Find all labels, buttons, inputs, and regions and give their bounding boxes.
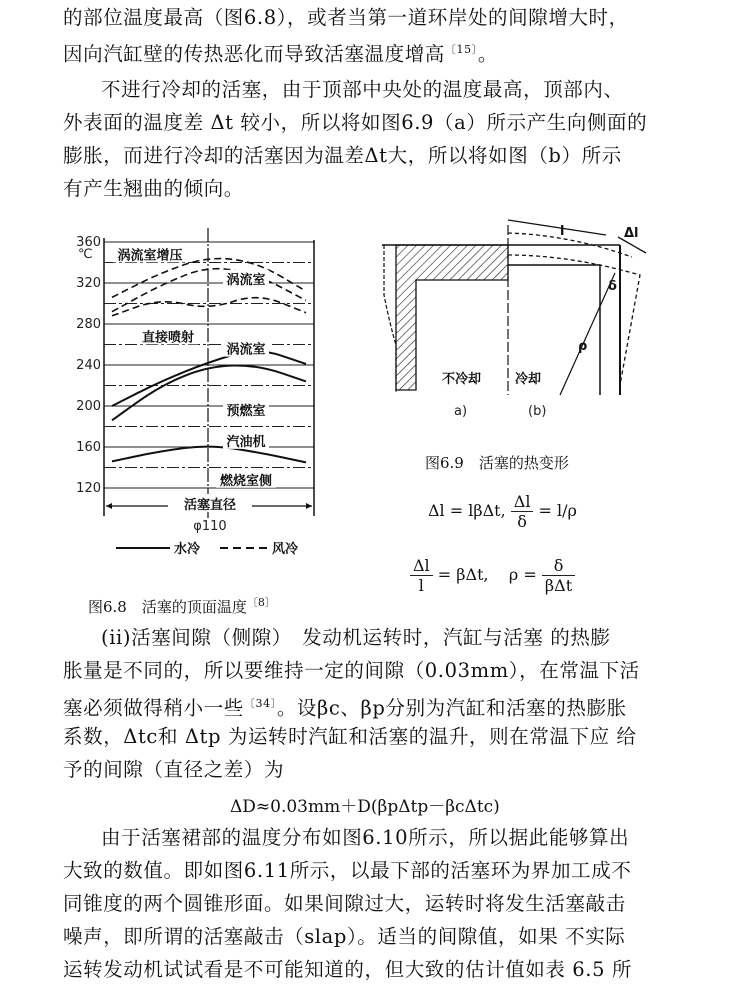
text-span: 。设βc、βp分别为汽缸和活塞的热膨胀 — [276, 696, 627, 720]
piston-section-hatched — [396, 245, 508, 390]
text-line — [63, 38, 498, 67]
symbol-dl: Δl — [624, 226, 639, 241]
arrow-head-right — [306, 503, 312, 509]
symbol-delta: δ — [608, 279, 617, 294]
y-unit: ℃ — [78, 247, 93, 262]
series-line — [112, 298, 306, 316]
eq1-left: Δl = lβΔt, — [428, 501, 506, 520]
legend-solid-label: 水冷 — [174, 542, 201, 557]
figure-6-8-chart — [60, 228, 350, 558]
series-line — [112, 259, 306, 298]
y-tick-label: 280 — [76, 317, 101, 332]
text-line: (ii)活塞间隙（侧隙） 发动机运转时，汽缸与活塞 的热膨 — [101, 626, 611, 649]
y-tick-label: 240 — [76, 358, 101, 373]
y-ticks — [76, 235, 101, 496]
text-span: 塞必须做得稍小一些 — [63, 696, 244, 720]
series-line — [112, 351, 306, 406]
x-axis-label: 活塞直径 — [183, 498, 237, 513]
l-dimension-line — [508, 220, 606, 235]
curve-label: 预燃室 — [226, 404, 266, 420]
rho-radius-line — [560, 273, 615, 395]
eq2-num2: δ — [542, 556, 575, 576]
text-line: 运转发动机试试看是不可能知道的，但大致的估计值如表 6.5 所 — [63, 958, 633, 981]
figure-6-9-caption: 图6.9 活塞的热变形 — [425, 454, 569, 472]
chart-grid — [104, 242, 314, 488]
y-tick-label: 200 — [76, 399, 101, 414]
symbol-l: l — [560, 224, 565, 239]
citation-ref: 〔34〕 — [243, 697, 277, 710]
y-tick-label: 320 — [76, 276, 101, 291]
caption-text: 图6.8 活塞的顶面温度 — [88, 598, 247, 616]
text-line: 系数，Δtc和 Δtp 为运转时汽缸和活塞的温升，则在常温下应 给 — [63, 725, 637, 748]
curve-label: 直接喷射 — [141, 330, 195, 346]
curve-label: 涡流室 — [226, 272, 266, 288]
chart-series — [112, 259, 306, 463]
eq2-num: Δl — [410, 556, 433, 576]
citation-ref: 〔8〕 — [246, 596, 276, 609]
text-line: 噪声，即所谓的活塞敲击（slap）。适当的间隙值，如果 不实际 — [63, 925, 626, 948]
citation-ref: 〔15〕 — [444, 43, 478, 56]
series-line — [112, 269, 306, 312]
text-span: 。 — [477, 42, 498, 66]
eq2-mid: = βΔt, — [437, 565, 489, 584]
eq1-num: Δl — [511, 492, 534, 512]
figure-6-8-caption — [88, 594, 276, 617]
y-tick-label: 120 — [76, 481, 101, 496]
label-cooled: 冷却 — [515, 372, 542, 387]
series-line — [112, 447, 306, 463]
curve-label: 涡流室 — [226, 342, 266, 358]
figure-6-9-diagram — [370, 215, 670, 430]
text-line: 大致的数值。即如图6.11所示，以最下部的活塞环为界加工成不 — [63, 859, 632, 882]
subfig-b: (b) — [528, 404, 547, 419]
y-tick-label: 360 — [76, 235, 101, 250]
text-line: 予的间隙（直径之差）为 — [63, 758, 285, 781]
diameter-label: φ110 — [193, 519, 227, 534]
text-line: 胀量是不同的，所以要维持一定的间隙（0.03mm），在常温下活 — [63, 659, 640, 682]
text-line: 不进行冷却的活塞，由于顶部中央处的温度最高，顶部内、 — [101, 78, 624, 101]
eq1-den: δ — [517, 512, 527, 531]
text-span: 因向汽缸壁的传热恶化而导致活塞温度增高 — [63, 42, 445, 66]
expanded-wall — [384, 245, 396, 393]
curve-label: 燃烧室侧 — [219, 473, 273, 489]
equation-1 — [428, 492, 577, 531]
subfig-a: a) — [454, 404, 468, 419]
eq2-den2: βΔt — [544, 576, 573, 595]
y-tick-label: 160 — [76, 440, 101, 455]
series-line — [112, 365, 306, 420]
equation-2 — [410, 556, 575, 595]
eq2-fraction — [410, 556, 433, 595]
symbol-rho: ρ — [578, 339, 588, 354]
eq1-fraction — [511, 492, 534, 531]
text-line: 同锥度的两个圆锥形面。如果间隙过大，运转时将发生活塞敲击 — [63, 892, 626, 915]
text-line — [63, 692, 627, 721]
formula-clearance: ΔD≈0.03mm＋D(βpΔtp－βcΔtc) — [230, 797, 500, 817]
text-line: 外表面的温度差 Δt 较小，所以将如图6.9（a）所示产生向侧面的 — [63, 111, 648, 134]
eq1-right: = l/ρ — [538, 501, 577, 520]
label-uncooled: 不冷却 — [442, 372, 482, 387]
eq2-den: l — [418, 576, 424, 595]
eq2-rho: ρ = — [508, 565, 537, 584]
curve-label: 涡流室增压 — [117, 248, 183, 264]
curve-label: 汽油机 — [226, 434, 266, 450]
text-line: 的部位温度最高（图6.8），或者当第一道环岸处的间隙增大时， — [63, 6, 629, 29]
text-line: 有产生翘曲的倾向。 — [63, 177, 244, 200]
legend-dashed-label: 风冷 — [272, 542, 299, 557]
text-line: 由于活塞裙部的温度分布如图6.10所示，所以据此能够算出 — [101, 826, 630, 849]
arrow-head-left — [106, 503, 112, 509]
text-line: 膨胀，而进行冷却的活塞因为温差Δt大，所以将如图（b）所示 — [63, 144, 622, 167]
eq2-fraction-2 — [542, 556, 575, 595]
